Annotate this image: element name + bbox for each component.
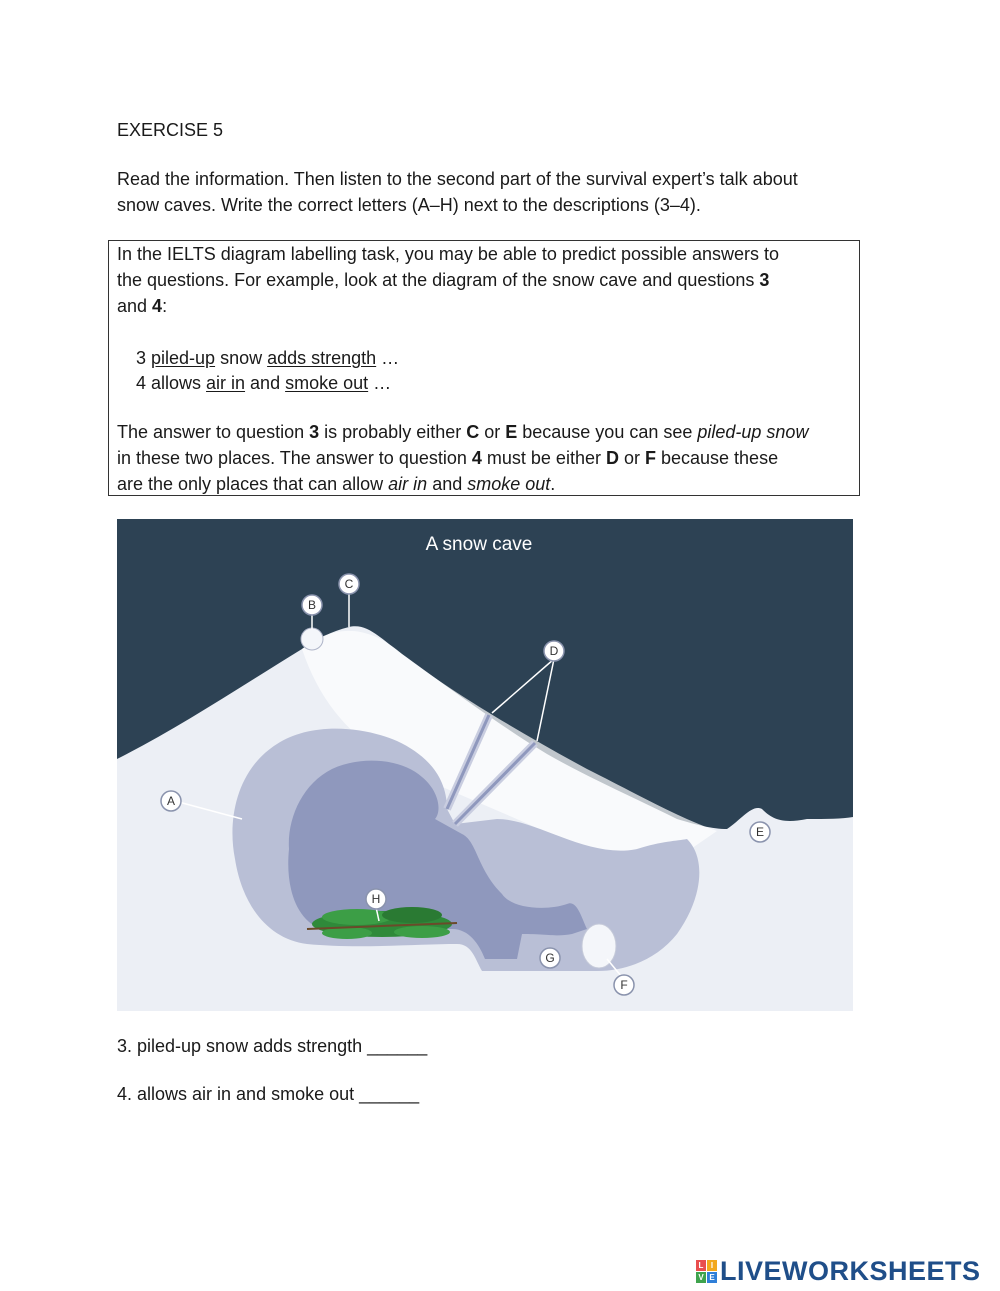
label-h: H [371, 892, 381, 906]
logo-text: LIVEWORKSHEETS [720, 1255, 981, 1286]
label-g: G [545, 951, 555, 965]
logo-icon: L I V E [696, 1260, 717, 1283]
tip-p1-line-2: the questions. For example, look at the diagram of the snow cave and questions 3 [117, 270, 770, 290]
snow-cave-diagram [117, 519, 853, 1011]
tip-p2-line-3: are the only places that can allow air in and smoke out. [117, 474, 556, 494]
liveworksheets-logo[interactable] [696, 1254, 981, 1288]
question-4[interactable]: 4. allows air in and smoke out ______ [117, 1084, 420, 1104]
entrance-snow-block [582, 924, 616, 968]
tip-p2-line-2: in these two places. The answer to question 4 must be either D or F because these [117, 448, 779, 468]
tip-p2-line-1: The answer to question 3 is probably either C or E because you can see piled-up snow [117, 422, 809, 442]
label-a: A [166, 794, 176, 808]
label-b: B [307, 598, 317, 612]
tip-example-4: 4 allows air in and smoke out … [136, 373, 392, 393]
snowball [301, 628, 323, 650]
diagram-title: A snow cave [425, 534, 533, 555]
instructions-line-1: Read the information. Then listen to the second part of the survival expert’s talk about [117, 169, 798, 189]
label-e: E [755, 825, 765, 839]
tip-p1-line-1: In the IELTS diagram labelling task, you may be able to predict possible answers to [117, 244, 780, 264]
tip-p1-line-3: and 4: [117, 296, 168, 316]
snow-cave-svg [117, 519, 853, 1011]
instructions-line-2: snow caves. Write the correct letters (A–H) next to the descriptions (3–4). [117, 195, 701, 215]
question-3[interactable]: 3. piled-up snow adds strength ______ [117, 1036, 428, 1056]
tip-example-3: 3 piled-up snow adds strength … [136, 348, 400, 368]
label-d: D [549, 644, 559, 658]
label-f: F [620, 978, 628, 992]
exercise-title: EXERCISE 5 [117, 120, 224, 140]
label-c: C [344, 577, 354, 591]
